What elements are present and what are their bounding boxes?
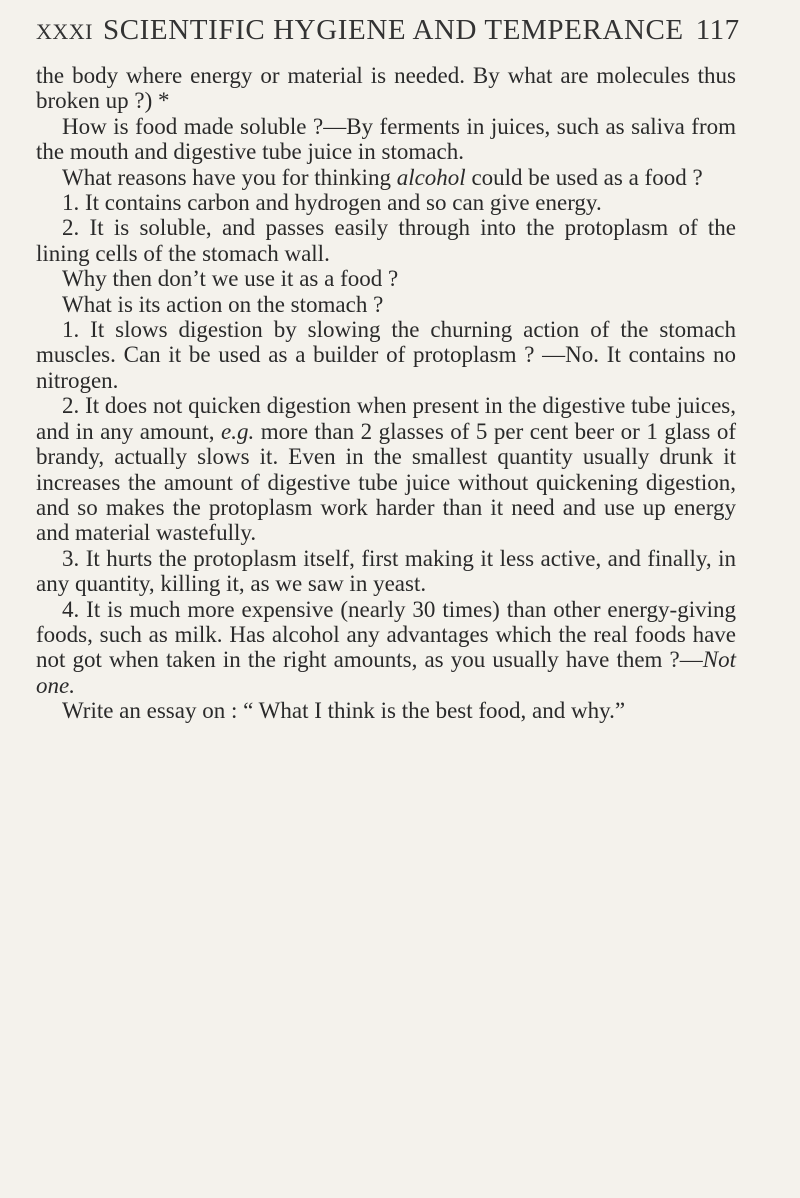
list-item-4 xyxy=(36,597,736,699)
book-page xyxy=(36,14,740,724)
text-run: could be used as a food ? xyxy=(465,164,703,190)
paragraph-alcohol-question xyxy=(36,165,736,190)
paragraph-question: Why then don’t we use it as a food ? xyxy=(62,266,399,292)
list-item-3: 3. It hurts the protoplasm itself, first making it less active, and finally, in any quantity, killing it, as we saw in yeast. xyxy=(36,545,736,597)
paragraph-question: What is its action on the stomach ? xyxy=(62,291,384,317)
italic-eg: e.g. xyxy=(221,418,255,444)
paragraph-food-soluble: How is food made soluble ?—By ferments in juices, such as saliva from the mouth and digestive tube juice in stomach. xyxy=(36,113,736,165)
running-title: SCIENTIFIC HYGIENE AND TEMPERANCE xyxy=(103,14,684,46)
paragraph-continuation: the body where energy or material is needed. By what are molecules thus broken up ?) * xyxy=(36,63,736,114)
text-run: more than 2 glasses of 5 per cent beer or 1 glass of brandy, actually slows it. Even in the smallest quantity usually drunk it increases the amount of digestive tube juice without quickening digestion, and so makes the protoplasm work harder than it need and use up energy and material wastefully. xyxy=(36,418,736,546)
list-item-1: 1. It slows digestion by slowing the churning action of the stomach muscles. Can it be used as a builder of protoplasm ? —No. It contains no nitrogen. xyxy=(36,317,736,393)
running-head xyxy=(36,14,740,47)
page-number: 117 xyxy=(695,14,740,46)
text-run: 2. It does not quicken digestion when present in the digestive tube juices, and in any amount, xyxy=(36,393,736,444)
list-item-2 xyxy=(36,393,736,545)
text-run: What reasons have you for thinking xyxy=(62,164,397,190)
list-item-1: 1. It contains carbon and hydrogen and so can give energy. xyxy=(62,190,602,216)
body-text xyxy=(36,63,736,724)
chapter-number: XXXI xyxy=(36,19,93,44)
list-item-2: 2. It is soluble, and passes easily through into the protoplasm of the lining cells of the stomach wall. xyxy=(36,215,736,266)
italic-not-one: Not one. xyxy=(36,647,736,698)
text-run: 4. It is much more expensive (nearly 30 times) than other energy-giving foods, such as milk. Has alcohol any advantages which the real foods have not got when taken in the right amounts, as you usually have them ?— xyxy=(36,596,736,673)
paragraph-essay: Write an essay on : “ What I think is the best food, and why.” xyxy=(62,698,626,724)
italic-alcohol: alcohol xyxy=(396,164,466,190)
